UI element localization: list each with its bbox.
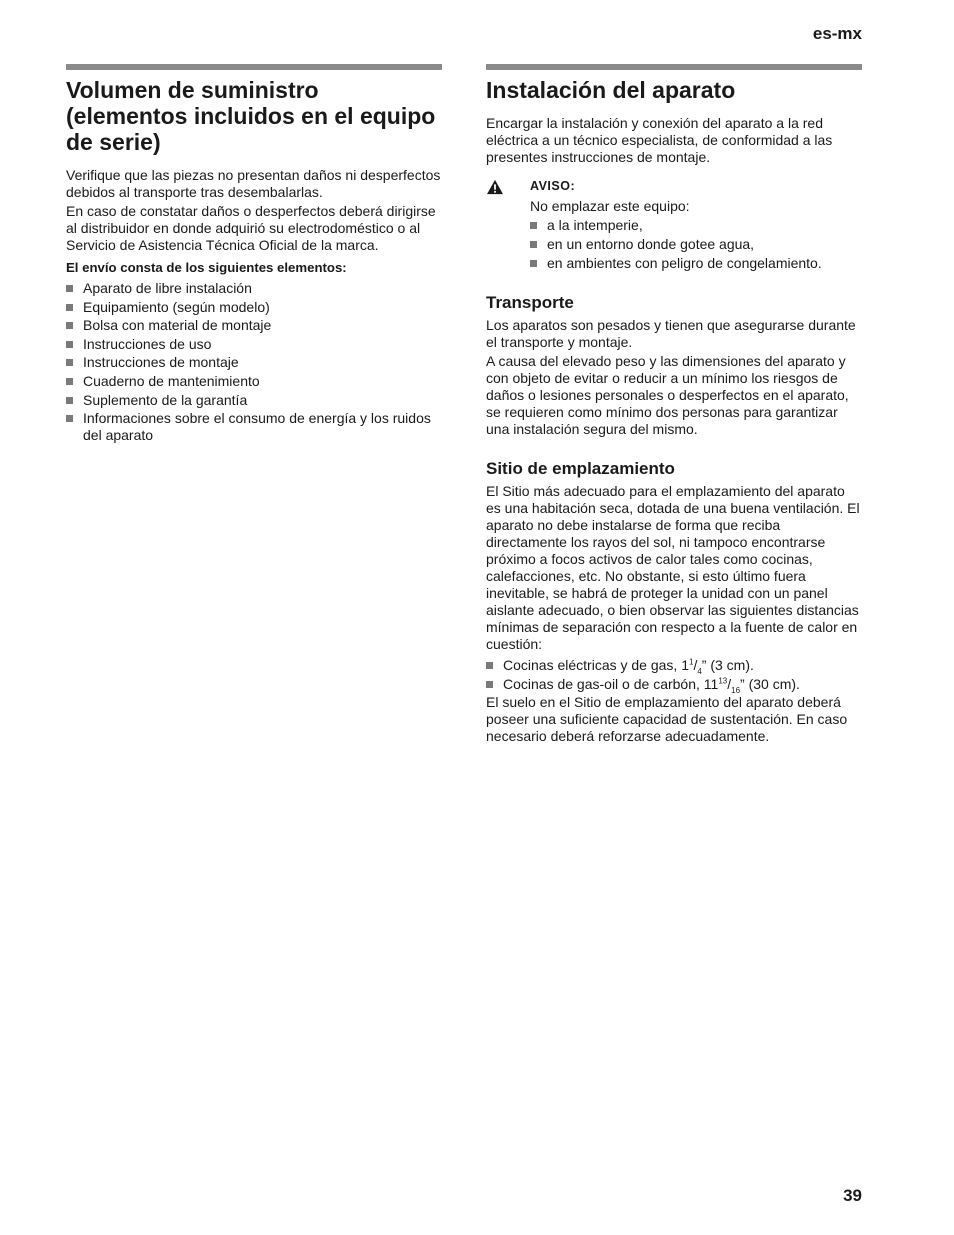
list-item [66, 336, 442, 353]
bullet-square-icon [66, 304, 73, 311]
warning-title: AVISO: [530, 179, 576, 193]
section-title: Instalación del aparato [486, 77, 736, 103]
list-item-text: Equipamiento (según modelo) [83, 298, 270, 315]
bullet-square-icon [66, 322, 73, 329]
supply-list [66, 280, 442, 444]
paragraph: El suelo en el Sitio de emplazamiento del aparato deberá poseer una suficiente capacidad de sustentación. En caso necesario deberá reforzarse adecuadamente. [486, 694, 848, 745]
paragraph: En caso de constatar daños o desperfectos deberá dirigirse al distribuidor en donde adquirió su electrodoméstico o al Servicio de Asistencia Técnica Oficial de la marca. [66, 203, 436, 253]
paragraph: Los aparatos son pesados y tienen que asegurarse durante el transporte y montaje. [486, 317, 856, 350]
list-item [66, 410, 442, 444]
list-item-text: Informaciones sobre el consumo de energía y los ruidos del aparato [83, 410, 431, 444]
section-rule [486, 64, 862, 70]
list-item-text: Cocinas eléctricas y de gas, $1^1/_4$” (3 cm). [503, 657, 754, 676]
distance-list [486, 657, 862, 693]
list-item-text: a la intemperie, [547, 217, 643, 233]
list-item-text: en ambientes con peligro de congelamiento. [547, 255, 822, 271]
list-item-text: Instrucciones de uso [83, 335, 212, 352]
bullet-square-icon [66, 359, 73, 366]
subsection-heading-sitio: Sitio de emplazamiento [486, 459, 675, 478]
list-item-text: Suplemento de la garantía [83, 391, 248, 408]
list-item-text: Cocinas de gas-oil o de carbón, $11^{13}/_{16}$” (30 cm). [503, 675, 800, 695]
bullet-square-icon [66, 415, 73, 422]
bullet-square-icon [530, 222, 537, 229]
warning-text: No emplazar este equipo: [530, 198, 690, 214]
bullet-square-icon [66, 285, 73, 292]
list-item [66, 280, 442, 297]
bullet-square-icon [530, 260, 537, 267]
section-installation [486, 64, 862, 747]
page-number: 39 [843, 1186, 862, 1205]
list-item [66, 317, 442, 334]
bullet-square-icon [66, 341, 73, 348]
paragraph: A causa del elevado peso y las dimensiones del aparato y con objeto de evitar o reducir a un mínimo los riesgos de daños o lesiones personales o desperfectos en el aparato, se requieren como mínimo dos personas para garantizar una instalación segura del mismo. [486, 353, 849, 437]
list-item-text: Bolsa con material de montaje [83, 317, 272, 334]
language-code: es-mx [812, 24, 862, 43]
warning-list [530, 217, 862, 272]
bullet-square-icon [486, 681, 493, 688]
list-item [530, 255, 862, 272]
paragraph: Verifique que las piezas no presentan daños ni desperfectos debidos al transporte tras desembalarlas. [66, 167, 441, 200]
list-item [486, 676, 862, 693]
bullet-square-icon [66, 378, 73, 385]
paragraph: Encargar la instalación y conexión del aparato a la red eléctrica a un técnico especialista, de conformidad a las presentes instrucciones de montaje. [486, 115, 833, 165]
list-item [66, 299, 442, 316]
subsection-heading-transporte: Transporte [486, 293, 574, 312]
list-item-text: Aparato de libre instalación [83, 280, 252, 296]
list-item [486, 657, 862, 674]
list-item [66, 373, 442, 390]
bullet-square-icon [530, 241, 537, 248]
bullet-square-icon [486, 662, 493, 669]
list-item-text: Instrucciones de montaje [83, 354, 239, 371]
warning-triangle-icon [486, 179, 504, 195]
section-title: Volumen de suministro (elementos incluidos en el equipo de serie) [66, 77, 436, 155]
list-item-text: Cuaderno de mantenimiento [83, 372, 260, 389]
section-supply [66, 64, 442, 446]
warning-block [486, 178, 862, 272]
paragraph: El Sitio más adecuado para el emplazamiento del aparato es una habitación seca, dotada de una buena ventilación. El aparato no debe instalarse de forma que reciba directamente los rayos del sol, ni tampoco encontrarse próximo a focos activos de calor tales como cocinas, calefacciones, etc. No obstante, si esto último fuera inevitable, se habrá de proteger la unidad con un panel aislante adecuado, o bien observar las siguientes distancias mínimas de separación con respecto a la fuente de calor en cuestión: [486, 483, 860, 652]
list-item [530, 217, 862, 234]
list-item-text: en un entorno donde gotee agua, [547, 236, 755, 252]
list-item [66, 354, 442, 371]
list-heading: El envío consta de los siguientes elementos: [66, 260, 347, 275]
list-item [530, 236, 862, 253]
bullet-square-icon [66, 397, 73, 404]
section-rule [66, 64, 442, 70]
list-item [66, 392, 442, 409]
